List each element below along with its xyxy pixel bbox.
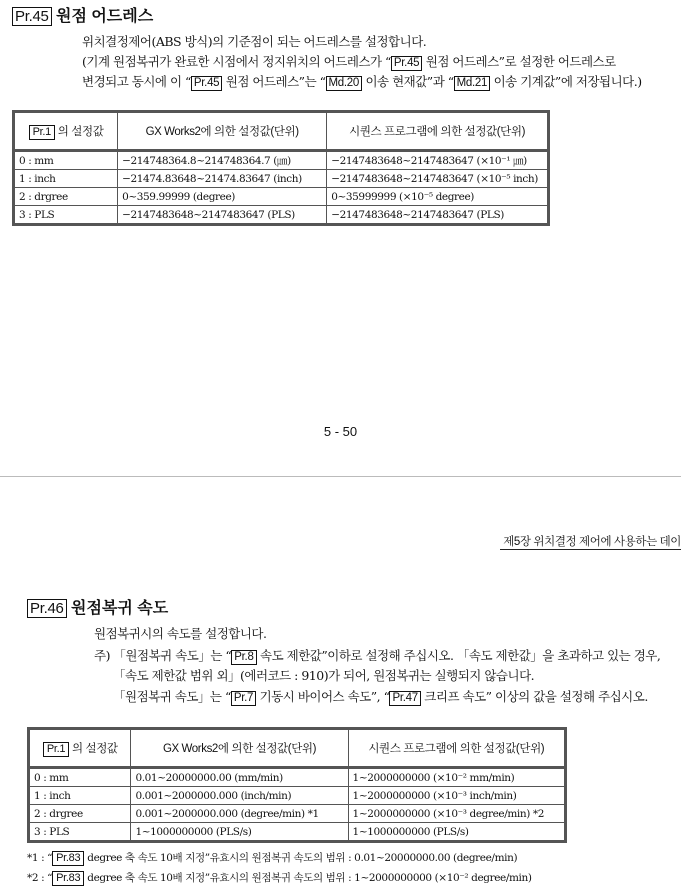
cell-unit: 0 : mm xyxy=(14,151,118,170)
paragraph-line: 주) 「원점복귀 속도」는 “ Pr.8 속도 제한값”이하로 설정해 주십시오. 「속도 제한값」을 초과하고 있는 경우, xyxy=(94,648,661,663)
cell-gx: −2147483648~2147483647 (PLS) xyxy=(118,206,327,225)
cell-gx: 0.001~2000000.000 (degree/min) *1 xyxy=(131,805,348,823)
paragraph-line: 원점복귀시의 속도를 설정합니다. xyxy=(94,626,267,641)
table-row xyxy=(29,823,566,842)
running-header-rule xyxy=(500,549,681,550)
param-box-md21: Md.21 xyxy=(454,76,490,91)
cell-seq: −2147483648~2147483647 (PLS) xyxy=(327,206,549,225)
table-row xyxy=(14,206,549,225)
cell-unit: 2 : drgree xyxy=(14,188,118,206)
header-cell-gx: GX Works2에 의한 설정값(단위) xyxy=(131,729,348,768)
cell-unit: 2 : drgree xyxy=(29,805,131,823)
header-cell-unit: Pr.1 의 설정값 xyxy=(14,112,118,151)
page-number: 5 - 50 xyxy=(323,424,358,439)
param-box-pr83: Pr.83 xyxy=(52,871,84,886)
section-heading-pr46 xyxy=(27,595,168,618)
cell-unit: 0 : mm xyxy=(29,768,131,787)
paragraph-line: 위치결정제어(ABS 방식)의 기준점이 되는 어드레스를 설정합니다. xyxy=(82,34,427,49)
paragraph-line: 「원점복귀 속도」는 “ Pr.7 기동시 바이어스 속도”, “ Pr.47 크리프 속도” 이상의 값을 설정해 주십시오. xyxy=(113,689,648,704)
table-row xyxy=(14,188,549,206)
cell-seq: 1~2000000000 (×10⁻³ degree/min) *2 xyxy=(348,805,565,823)
cell-gx: 1~1000000000 (PLS/s) xyxy=(131,823,348,842)
cell-seq: −2147483648~2147483647 (×10⁻¹ ㎛) xyxy=(327,151,549,170)
cell-unit: 1 : inch xyxy=(29,787,131,805)
header-cell-seq: 시퀀스 프로그램에 의한 설정값(단위) xyxy=(348,729,565,768)
table-header-row xyxy=(14,112,549,151)
param-box-pr45: Pr.45 xyxy=(391,56,422,71)
footnote: *2 : “ Pr.83 degree 축 속도 10배 지정”유효시의 원점복귀 속도의 범위 : 1~2000000000 (×10⁻² degree/min) xyxy=(27,872,532,884)
section-title: 원점 어드레스 xyxy=(55,8,154,25)
table-row xyxy=(29,787,566,805)
param-box-pr45: Pr.45 xyxy=(191,76,222,91)
footnote: *1 : “ Pr.83 degree 축 속도 10배 지정”유효시의 원점복귀 속도의 범위 : 0.01~20000000.00 (degree/min) xyxy=(27,852,518,864)
table-header-row xyxy=(29,729,566,768)
cell-gx: −21474.83648~21474.83647 (inch) xyxy=(118,170,327,188)
param-box-pr83: Pr.83 xyxy=(52,851,84,866)
header-cell-unit: Pr.1 의 설정값 xyxy=(29,729,131,768)
param-box-pr7: Pr.7 xyxy=(231,691,256,706)
table-row xyxy=(14,151,549,170)
page-divider xyxy=(0,476,681,477)
cell-unit: 3 : PLS xyxy=(29,823,131,842)
section-title: 원점복귀 속도 xyxy=(70,600,169,617)
cell-unit: 3 : PLS xyxy=(14,206,118,225)
running-header: 제5장 위치결정 제어에 사용하는 데이 xyxy=(503,536,681,548)
setting-table-pr45 xyxy=(12,110,550,226)
paragraph-line: (기계 원점복귀가 완료한 시점에서 정지위치의 어드레스가 “ Pr.45 원점 어드레스”로 설정한 어드레스로 xyxy=(82,54,616,69)
cell-unit: 1 : inch xyxy=(14,170,118,188)
param-box-pr45: Pr.45 xyxy=(12,7,52,26)
cell-gx: 0~359.99999 (degree) xyxy=(118,188,327,206)
table-row xyxy=(14,170,549,188)
setting-table-pr46 xyxy=(27,727,567,843)
cell-gx: 0.01~20000000.00 (mm/min) xyxy=(131,768,348,787)
cell-seq: 0~35999999 (×10⁻⁵ degree) xyxy=(327,188,549,206)
paragraph-line: 변경되고 동시에 이 “ Pr.45 원점 어드레스”는 “ Md.20 이송 현재값”과 “ Md.21 이송 기계값”에 저장됩니다.) xyxy=(82,74,642,89)
cell-gx: 0.001~2000000.000 (inch/min) xyxy=(131,787,348,805)
paragraph-line: 「속도 제한값 범위 외」(에러코드 : 910)가 되어, 원점복귀는 실행되지 않습니다. xyxy=(113,668,535,683)
cell-seq: 1~2000000000 (×10⁻² mm/min) xyxy=(348,768,565,787)
cell-seq: 1~1000000000 (PLS/s) xyxy=(348,823,565,842)
cell-gx: −214748364.8~214748364.7 (㎛) xyxy=(118,151,327,170)
section-heading-pr45 xyxy=(12,3,153,26)
param-box-pr8: Pr.8 xyxy=(231,650,256,665)
header-cell-seq: 시퀀스 프로그램에 의한 설정값(단위) xyxy=(327,112,549,151)
cell-seq: 1~2000000000 (×10⁻³ inch/min) xyxy=(348,787,565,805)
header-cell-gx: GX Works2에 의한 설정값(단위) xyxy=(118,112,327,151)
table-row xyxy=(29,768,566,787)
param-box-pr46: Pr.46 xyxy=(27,599,67,618)
table-row xyxy=(29,805,566,823)
cell-seq: −2147483648~2147483647 (×10⁻⁵ inch) xyxy=(327,170,549,188)
param-box-pr47: Pr.47 xyxy=(389,691,420,706)
param-box-md20: Md.20 xyxy=(326,76,362,91)
